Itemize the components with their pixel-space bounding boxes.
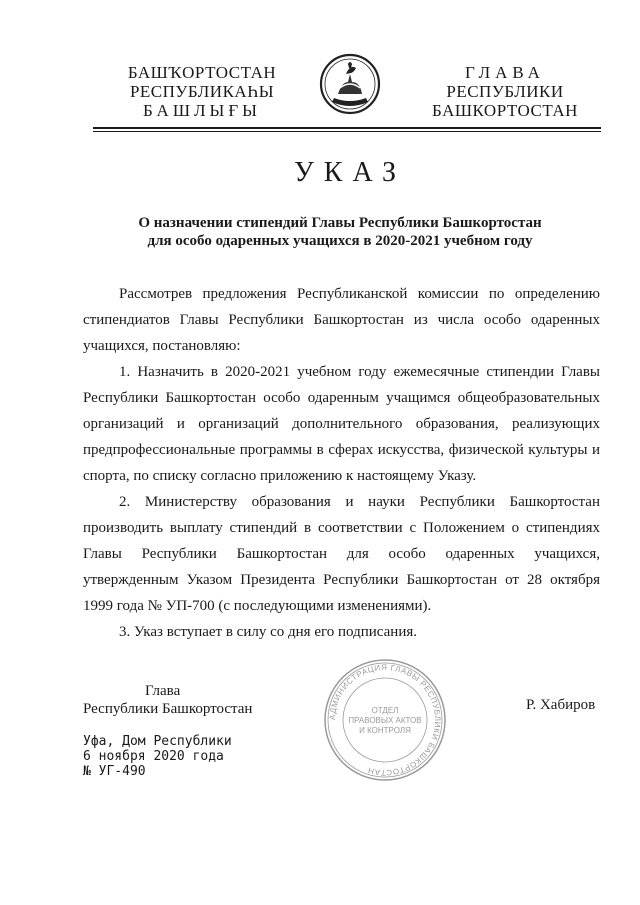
header-right-line: РЕСПУБЛИКИ: [446, 82, 564, 101]
header-divider: [93, 127, 601, 129]
intro-paragraph: Рассмотрев предложения Республиканской комиссии по определению стипендиатов Главы Республики Башкортостан из числа особо одаренных учащихся, постановляю:: [83, 286, 600, 354]
subject-line: О назначении стипендий Главы Республики Башкортостан: [138, 215, 542, 231]
coat-of-arms-icon: [318, 52, 382, 116]
header-left-line: БАШҠОРТОСТАН: [127, 63, 277, 82]
document-footer: [83, 734, 232, 779]
stamp-center-line: ОТДЕЛ: [371, 706, 399, 715]
header-right-line: БАШКОРТОСТАН: [432, 101, 578, 120]
signatory-title: [83, 682, 283, 718]
footer-date: 6 ноября 2020 года: [83, 749, 224, 764]
footer-place: Уфа, Дом Республики: [83, 734, 232, 749]
stamp-center-line: ПРАВОВЫХ АКТОВ: [348, 716, 422, 725]
footer-number: № УГ-490: [83, 764, 146, 779]
document-title: УКАЗ: [293, 157, 407, 188]
official-stamp-icon: [322, 657, 448, 783]
subject-line: для особо одаренных учащихся в 2020-2021 учебном году: [147, 233, 533, 249]
stamp-ring-text: АДМИНИСТРАЦИЯ ГЛАВЫ РЕСПУБЛИКИ БАШКОРТОСТАН: [327, 662, 443, 778]
header-right-block: [420, 63, 590, 120]
item-1-paragraph: 1. Назначить в 2020-2021 учебном году ежемесячные стипендии Главы Республики Башкортостан особо одаренным учащимся общеобразовательных организаций и организаций дополнительного образования, реализующих предпрофессиональные программы в сферах искусства, физической культуры и спорта, по списку согласно приложению к настоящему Указу.: [83, 364, 600, 484]
header-right-line: ГЛАВА: [465, 63, 545, 82]
header-divider-thin: [93, 131, 601, 132]
item-3-paragraph: 3. Указ вступает в силу со дня его подписания.: [119, 624, 417, 640]
header-left-line: БАШЛЫҒЫ: [143, 101, 261, 120]
signatory-title-line: Республики Башкортостан: [83, 701, 253, 717]
stamp-center-line: И КОНТРОЛЯ: [359, 726, 411, 735]
signatory-name: Р. Хабиров: [526, 697, 596, 713]
header-left-line: РЕСПУБЛИКАҺЫ: [129, 82, 275, 101]
item-2-paragraph: 2. Министерству образования и науки Республики Башкортостан производить выплату стипендий в соответствии с Положением о стипендиях Главы Республики Башкортостан для особо одаренных учащихся, утвержденным Указом Президента Республики Башкортостан от 28 октября 1999 года № УП-700 (с последующими изменениями).: [83, 494, 600, 614]
document-subject: [70, 214, 610, 250]
header-left-block: [112, 63, 292, 120]
signatory-title-line: Глава: [145, 683, 181, 699]
